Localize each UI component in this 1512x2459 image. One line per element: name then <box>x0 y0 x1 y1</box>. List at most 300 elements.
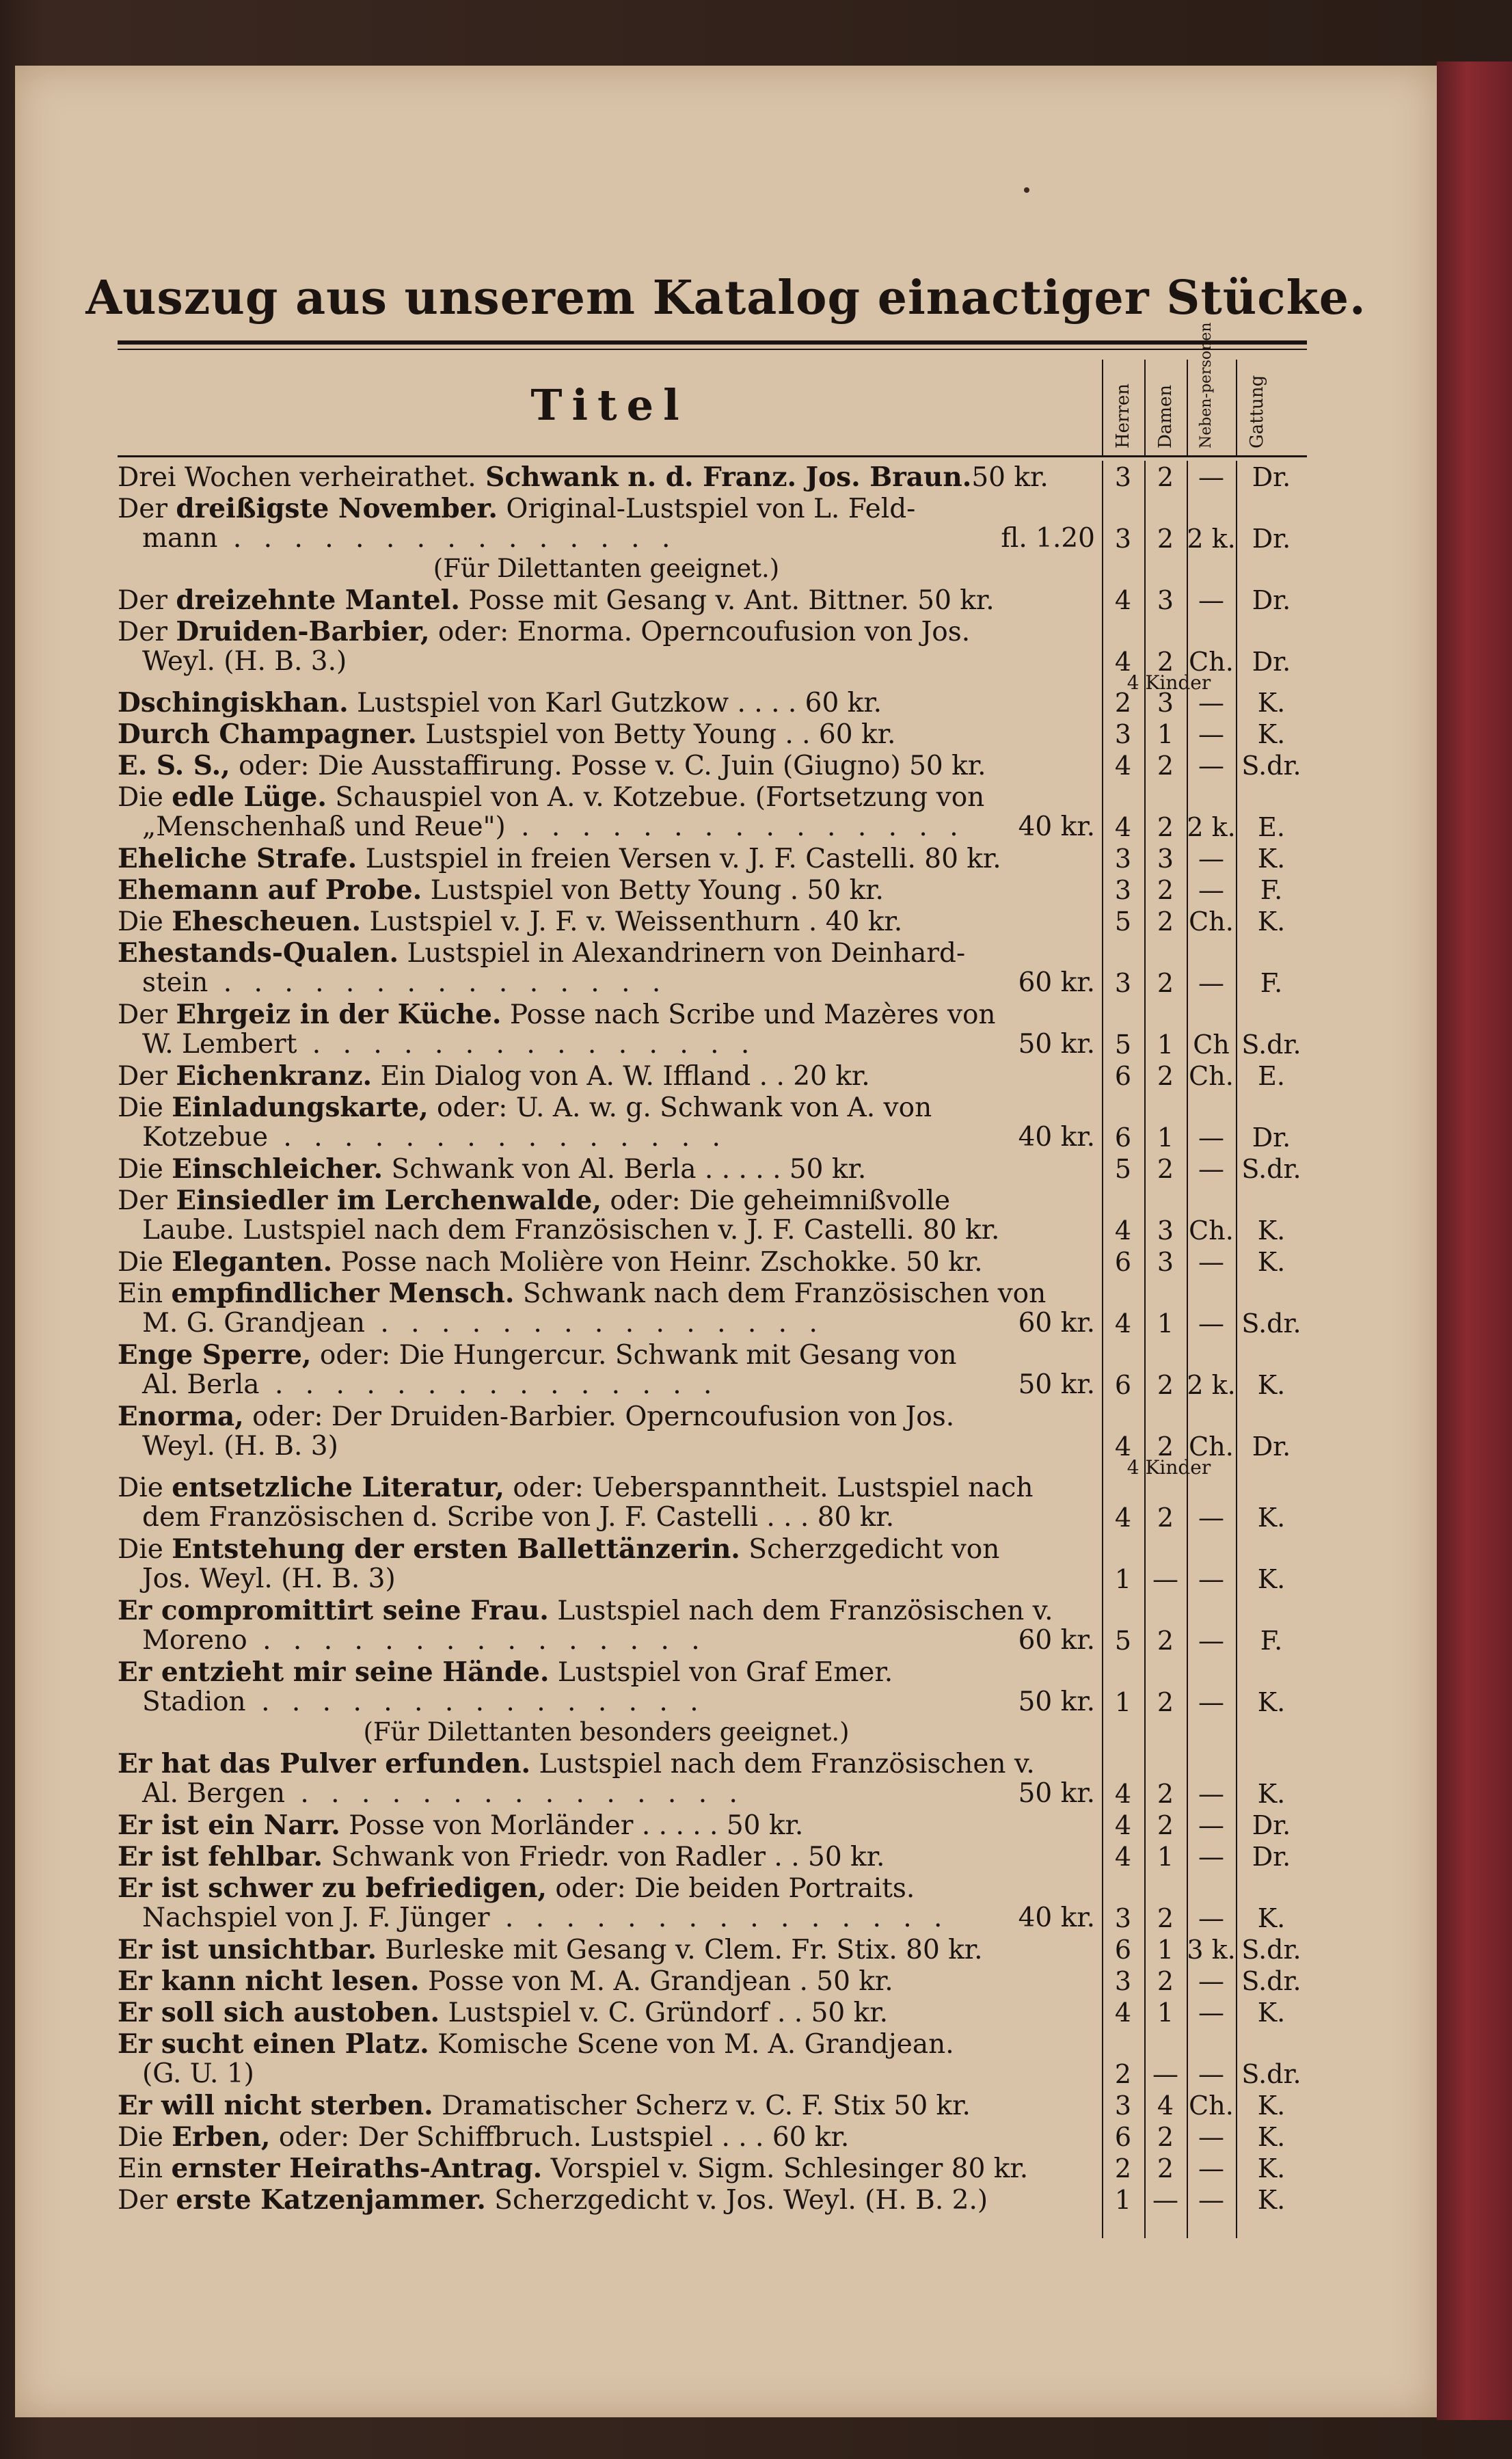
entry-title-line <box>118 2122 1095 2153</box>
entry-article: Die <box>118 1534 172 1565</box>
cell-damen: 3 <box>1157 1215 1174 1246</box>
leader-dots: . . . . . . . . . . . . . . . <box>297 1029 757 1060</box>
entry-title-line <box>118 688 1095 718</box>
entry-continuation-line <box>142 1903 1095 1933</box>
entry-article: Drei Wochen verheirathet. <box>118 462 476 493</box>
cell-nebenpersonen: — <box>1198 968 1224 998</box>
entry-description: Posse mit Gesang v. Ant. Bittner. 50 kr. <box>459 585 995 616</box>
entry-continuation-line <box>142 2059 1095 2089</box>
entry-title: Er ist unsichtbar. <box>118 1934 377 1965</box>
column-herren: Herren <box>1102 360 1146 455</box>
cell-damen: 2 <box>1157 751 1174 781</box>
cell-herren: 3 <box>1114 968 1132 998</box>
entry-article: Der <box>118 585 176 616</box>
cell-nebenpersonen: — <box>1198 1564 1224 1594</box>
entry-article: Ein <box>118 2153 172 2184</box>
entry-continuation-line <box>142 1030 1095 1060</box>
cell-damen: 2 <box>1157 968 1174 998</box>
entry-description: Lustspiel in Alexandrinern von Deinhard- <box>399 938 966 969</box>
entry-continuation-line <box>142 1779 1095 1809</box>
entry-title-line <box>118 462 1095 493</box>
cell-gattung: K. <box>1257 1779 1286 1809</box>
cell-damen: — <box>1152 2185 1178 2215</box>
entry-title-line <box>118 844 1095 874</box>
entry-description: Burleske mit Gesang v. Clem. Fr. Stix. 80 kr. <box>376 1935 983 1965</box>
cell-nebenpersonen: — <box>1198 688 1224 718</box>
cell-nebenpersonen: 2 k. <box>1187 524 1236 554</box>
cell-damen: 2 <box>1157 1626 1174 1656</box>
entry-title: dreizehnte Mantel. <box>176 584 460 616</box>
cell-gattung: K. <box>1257 1687 1286 1717</box>
entry-title-line <box>118 1154 1095 1185</box>
cell-herren: 5 <box>1114 906 1132 937</box>
entry-description: Dramatischer Scherz v. C. F. Stix 50 kr. <box>433 2091 971 2121</box>
entry-price: 40 kr. <box>1018 811 1095 842</box>
column-nebenpersonen: Neben-personen <box>1187 360 1237 455</box>
cell-damen: 2 <box>1157 647 1174 677</box>
cell-gattung: S.dr. <box>1241 1308 1301 1339</box>
cell-damen: 1 <box>1157 1935 1174 1965</box>
cell-gattung: Dr. <box>1252 1123 1291 1153</box>
cell-herren: 6 <box>1114 1935 1132 1965</box>
leader-dots: . . . . . . . . . . . . . . . <box>247 1625 707 1656</box>
cell-damen: 2 <box>1157 2122 1174 2152</box>
cell-damen: 2 <box>1157 1687 1174 1717</box>
entry-text: Weyl. (H. B. 3) <box>142 1431 338 1462</box>
entry-title: Er sucht einen Platz. <box>118 2028 429 2060</box>
entry-title: erste Katzenjammer. <box>176 2184 486 2216</box>
entry-title-line <box>118 1657 1095 1688</box>
cell-damen: 3 <box>1157 844 1174 874</box>
entry-title: Druiden-Barbier, <box>176 616 430 647</box>
cell-herren: 4 <box>1114 1503 1132 1533</box>
entry-title-line <box>118 875 1095 906</box>
entry-title: Er will nicht sterben. <box>118 2090 433 2121</box>
entry-text: Jos. Weyl. (H. B. 3) <box>142 1563 396 1594</box>
cell-nebenpersonen: — <box>1198 1154 1224 1184</box>
entry-title: dreißigste November. <box>176 493 498 524</box>
cell-herren: 4 <box>1114 1779 1132 1809</box>
entry-title: Er ist schwer zu befriedigen, <box>118 1872 547 1904</box>
entry-article: Die <box>118 1092 172 1123</box>
leader-dots: . . . . . . . . . . . . . . . <box>217 523 677 554</box>
entry-description: Lustspiel von Betty Young . . 60 kr. <box>416 719 896 750</box>
cell-herren: 5 <box>1114 1030 1132 1060</box>
cell-nebenpersonen: — <box>1198 1308 1224 1339</box>
cell-damen: 2 <box>1157 1061 1174 1091</box>
leader-dots: . . . . . . . . . . . . . . . <box>505 811 965 842</box>
cell-nebenpersonen: — <box>1198 2185 1224 2215</box>
entry-text: dem Französischen d. Scribe von J. F. Castelli . . . 80 kr. <box>142 1502 895 1533</box>
entry-description: Schwank von Al. Berla . . . . . 50 kr. <box>383 1154 867 1185</box>
cell-damen: 2 <box>1157 1903 1174 1933</box>
leader-dots: . . . . . . . . . . . . . . . <box>364 1308 824 1339</box>
entry-text: W. Lembert <box>142 1029 297 1060</box>
cell-herren: 3 <box>1114 462 1132 492</box>
entry-title-line <box>118 2185 1095 2216</box>
entry-description: oder: U. A. w. g. Schwank von A. von <box>428 1092 932 1123</box>
cell-nebenpersonen: — <box>1198 1123 1224 1153</box>
cell-herren: 5 <box>1114 1626 1132 1656</box>
entry-article: Der <box>118 999 176 1030</box>
entry-description: oder: Der Druiden-Barbier. Operncoufusion von Jos. <box>243 1401 955 1432</box>
entry-title-line <box>118 1185 1095 1216</box>
cell-kinder-note: 4 Kinder <box>1126 1456 1211 1479</box>
cell-gattung: Dr. <box>1252 585 1291 615</box>
entry-continuation-line <box>142 1308 1095 1339</box>
entry-title: Einladungskarte, <box>172 1092 429 1123</box>
cell-gattung: F. <box>1260 1626 1283 1656</box>
entry-description: Schwank nach dem Französischen von <box>514 1278 1047 1309</box>
rule-top-thin <box>118 349 1307 350</box>
cell-gattung: K. <box>1257 844 1286 874</box>
entry-price: 50 kr. <box>1018 1369 1095 1400</box>
entry-title-line <box>118 1810 1095 1841</box>
entry-title-line <box>118 1966 1095 1997</box>
entry-title: Er ist fehlbar. <box>118 1841 323 1872</box>
entry-description: Komische Scene von M. A. Grandjean. <box>429 2029 954 2060</box>
entry-title-line <box>118 1596 1095 1626</box>
cell-gattung: K. <box>1257 2091 1286 2121</box>
cell-gattung: S.dr. <box>1241 1030 1301 1060</box>
cell-gattung: E. <box>1258 812 1285 842</box>
cell-nebenpersonen: Ch. <box>1189 906 1234 937</box>
entry-title: Ehemann auf Probe. <box>118 874 422 906</box>
cell-nebenpersonen: — <box>1198 719 1224 749</box>
entry-title-line <box>118 1842 1095 1872</box>
entry-description: Vorspiel v. Sigm. Schlesinger 80 kr. <box>542 2153 1029 2184</box>
entry-description: oder: Die geheimnißvolle <box>601 1185 951 1216</box>
cell-herren: 3 <box>1114 1903 1132 1933</box>
entry-description: Lustspiel nach dem Französischen v. <box>530 1749 1035 1779</box>
entry-title-line <box>118 719 1095 750</box>
cell-damen: 2 <box>1157 1966 1174 1996</box>
entry-title-line <box>118 1998 1095 2028</box>
entry-article: Die <box>118 2122 172 2153</box>
cell-gattung: K. <box>1257 2153 1286 2183</box>
cell-herren: 6 <box>1114 1061 1132 1091</box>
entry-description: 50 kr. <box>971 462 1049 493</box>
cell-nebenpersonen: — <box>1198 2153 1224 2183</box>
entry-description: oder: Enorma. Operncoufusion von Jos. <box>429 617 971 647</box>
cell-gattung: K. <box>1257 1564 1286 1594</box>
entry-description: oder: Ueberspanntheit. Lustspiel nach <box>504 1473 1034 1503</box>
rule-header-bottom <box>118 455 1307 457</box>
cell-herren: 6 <box>1114 1123 1132 1153</box>
entry-title: Durch Champagner. <box>118 718 417 750</box>
entry-article: Der <box>118 1185 176 1216</box>
entry-price: 40 kr. <box>1018 1903 1095 1933</box>
cell-gattung: K. <box>1257 1503 1286 1533</box>
entry-continuation-line <box>142 968 1095 998</box>
cell-damen: 2 <box>1157 906 1174 937</box>
entry-title: Enge Sperre, <box>118 1339 312 1371</box>
cell-nebenpersonen: 3 k. <box>1187 1935 1236 1965</box>
entry-article: Die <box>118 1154 172 1185</box>
entry-title-line <box>118 1534 1095 1565</box>
cell-gattung: Dr. <box>1252 1842 1291 1872</box>
entry-description: Posse von M. A. Grandjean . 50 kr. <box>419 1966 893 1997</box>
cell-herren: 4 <box>1114 1998 1132 2028</box>
entry-title-line <box>118 1340 1095 1371</box>
entry-title-line <box>118 906 1095 937</box>
cell-kinder-note: 4 Kinder <box>1126 671 1211 694</box>
catalog-page <box>15 66 1437 2417</box>
cell-gattung: K. <box>1257 2185 1286 2215</box>
cell-gattung: Dr. <box>1252 462 1291 492</box>
page-speck <box>1024 187 1029 193</box>
cell-gattung: S.dr. <box>1241 1154 1301 1184</box>
entry-text: Stadion <box>142 1687 246 1717</box>
page-heading: Auszug aus unserem Katalog einactiger Stücke. <box>85 271 1366 325</box>
entry-title: edle Lüge. <box>172 781 327 813</box>
cell-nebenpersonen: — <box>1198 1966 1224 1996</box>
entry-title: Ehestands-Qualen. <box>118 937 399 969</box>
cell-gattung: S.dr. <box>1241 1935 1301 1965</box>
cell-damen: 3 <box>1157 688 1174 718</box>
entry-title: Er entzieht mir seine Hände. <box>118 1656 550 1688</box>
entry-title: Schwank n. d. Franz. Jos. Braun. <box>476 461 972 493</box>
entry-description: Lustspiel in freien Versen v. J. F. Castelli. 80 kr. <box>357 844 1001 874</box>
cell-gattung: E. <box>1258 1061 1285 1091</box>
entry-title-line <box>118 2029 1095 2060</box>
cell-nebenpersonen: — <box>1198 1626 1224 1656</box>
leader-dots: . . . . . . . . . . . . . . . <box>268 1122 727 1153</box>
entry-title: Entstehung der ersten Ballettänzerin. <box>172 1533 740 1565</box>
cell-herren: 3 <box>1114 2091 1132 2121</box>
entry-article: Die <box>118 1473 172 1503</box>
entry-title: Ehescheuen. <box>172 906 362 937</box>
entry-title: empfindlicher Mensch. <box>171 1278 515 1309</box>
cell-nebenpersonen: 2 k. <box>1187 812 1236 842</box>
cell-herren: 1 <box>1114 1687 1132 1717</box>
cell-damen: 1 <box>1157 1123 1174 1153</box>
entry-description: Posse nach Scribe und Mazères von <box>501 999 996 1030</box>
entry-article: Der <box>118 1061 176 1092</box>
cell-herren: 3 <box>1114 719 1132 749</box>
cell-gattung: K. <box>1257 1370 1286 1400</box>
entry-continuation-line <box>142 812 1095 842</box>
entry-title-line <box>118 494 1095 524</box>
entry-title-line <box>118 2153 1095 2184</box>
cell-herren: 1 <box>1114 2185 1132 2215</box>
cell-herren: 4 <box>1114 1432 1132 1462</box>
cell-nebenpersonen: — <box>1198 1810 1224 1840</box>
column-title: Titel <box>530 380 689 430</box>
column-gattung: Gattung <box>1236 360 1308 455</box>
cell-damen: 1 <box>1157 1308 1174 1339</box>
entry-title: Eheliche Strafe. <box>118 843 357 874</box>
entry-article: Die <box>118 906 172 937</box>
entry-description: Lustspiel von Karl Gutzkow . . . . 60 kr. <box>348 688 882 718</box>
cell-nebenpersonen: — <box>1198 844 1224 874</box>
column-damen: Damen <box>1144 360 1188 455</box>
cell-herren: 4 <box>1114 812 1132 842</box>
cell-nebenpersonen: — <box>1198 1687 1224 1717</box>
cell-gattung: K. <box>1257 1903 1286 1933</box>
cell-herren: 6 <box>1114 2122 1132 2152</box>
entry-title: entsetzliche Literatur, <box>172 1472 504 1503</box>
cell-nebenpersonen: — <box>1198 1779 1224 1809</box>
entry-description: Schauspiel von A. v. Kotzebue. (Fortsetzung von <box>326 782 985 813</box>
cell-herren: 2 <box>1114 688 1132 718</box>
cell-gattung: S.dr. <box>1241 751 1301 781</box>
entry-price: 60 kr. <box>1018 1625 1095 1656</box>
cell-herren: 4 <box>1114 647 1132 677</box>
cell-gattung: F. <box>1260 968 1283 998</box>
cell-nebenpersonen: — <box>1198 1998 1224 2028</box>
entry-price: 50 kr. <box>1018 1687 1095 1717</box>
cell-damen: 2 <box>1157 812 1174 842</box>
cell-gattung: Dr. <box>1252 524 1291 554</box>
entry-article: Der <box>118 617 176 647</box>
entry-title-line <box>118 1935 1095 1965</box>
entry-description: oder: Die Ausstaffirung. Posse v. C. Juin (Giugno) 50 kr. <box>230 751 986 781</box>
entry-description: Scherzgedicht v. Jos. Weyl. (H. B. 2.) <box>485 2185 988 2216</box>
cell-damen: 1 <box>1157 1998 1174 2028</box>
entry-description: Lustspiel von Graf Emer. <box>549 1657 893 1688</box>
cell-gattung: K. <box>1257 2122 1286 2152</box>
entry-note: (Für Dilettanten besonders geeignet.) <box>363 1717 850 1747</box>
cell-damen: — <box>1152 1564 1178 1594</box>
leader-dots: . . . . . . . . . . . . . . . <box>489 1903 949 1933</box>
cell-herren: 4 <box>1114 751 1132 781</box>
cell-nebenpersonen: — <box>1198 1903 1224 1933</box>
entry-title: Einsiedler im Lerchenwalde, <box>176 1185 602 1216</box>
entry-continuation-line <box>142 647 1095 677</box>
cell-gattung: Dr. <box>1252 1432 1291 1462</box>
cell-damen: 2 <box>1157 1810 1174 1840</box>
cell-gattung: K. <box>1257 1998 1286 2028</box>
cell-gattung: K. <box>1257 1247 1286 1277</box>
entry-title-line <box>118 1873 1095 1904</box>
leader-dots: . . . . . . . . . . . . . . . <box>259 1369 719 1400</box>
entry-description: oder: Die beiden Portraits. <box>547 1873 915 1904</box>
cell-nebenpersonen: Ch. <box>1189 2091 1234 2121</box>
entry-text: Al. Berla <box>142 1369 260 1400</box>
leader-dots: . . . . . . . . . . . . . . . <box>208 967 668 998</box>
entry-title-line <box>118 585 1095 616</box>
cell-herren: 3 <box>1114 524 1132 554</box>
entry-title: Eichenkranz. <box>176 1060 373 1092</box>
cell-herren: 3 <box>1114 844 1132 874</box>
entry-article: Die <box>118 782 172 813</box>
cell-gattung: K. <box>1257 719 1286 749</box>
entry-text: Al. Bergen <box>142 1778 285 1809</box>
entry-price: 50 kr. <box>1018 1778 1095 1809</box>
cell-nebenpersonen: — <box>1198 2059 1224 2089</box>
entry-text: (G. U. 1) <box>142 2058 254 2089</box>
cell-damen: — <box>1152 2059 1178 2089</box>
cell-nebenpersonen: — <box>1198 1503 1224 1533</box>
entry-continuation-line <box>142 1503 1095 1533</box>
entry-text: mann <box>142 523 218 554</box>
entry-title: Er ist ein Narr. <box>118 1810 340 1841</box>
leader-dots: . . . . . . . . . . . . . . . <box>245 1687 705 1717</box>
cell-gattung: S.dr. <box>1241 1966 1301 1996</box>
entry-description: Ein Dialog von A. W. Iffland . . 20 kr. <box>372 1061 870 1092</box>
entry-title: Einschleicher. <box>172 1153 383 1185</box>
cell-gattung: F. <box>1260 875 1283 905</box>
entry-title-line <box>118 1061 1095 1092</box>
entry-price: 50 kr. <box>1018 1029 1095 1060</box>
entry-description: Original-Lustspiel von L. Feld- <box>497 494 916 524</box>
entry-title: Erben, <box>172 2121 271 2153</box>
entry-text: Weyl. (H. B. 3.) <box>142 646 347 677</box>
entry-description: Scherzgedicht von <box>740 1534 1000 1565</box>
cell-nebenpersonen: — <box>1198 585 1224 615</box>
entry-text: Nachspiel von J. F. Jünger <box>142 1903 490 1933</box>
entry-title-line <box>118 1278 1095 1309</box>
cell-damen: 1 <box>1157 1842 1174 1872</box>
cell-damen: 2 <box>1157 1432 1174 1462</box>
entry-price: fl. 1.20 <box>1001 523 1095 554</box>
table-header <box>118 322 1307 455</box>
cell-herren: 5 <box>1114 1154 1132 1184</box>
entry-title: ernster Heiraths-Antrag. <box>171 2153 543 2184</box>
cell-nebenpersonen: — <box>1198 462 1224 492</box>
cell-nebenpersonen: — <box>1198 2122 1224 2152</box>
entry-article: Die <box>118 1247 172 1278</box>
entry-continuation-line <box>142 1687 1095 1717</box>
entry-note: (Für Dilettanten geeignet.) <box>433 554 780 583</box>
entry-title: Er compromittirt seine Frau. <box>118 1595 549 1626</box>
entry-continuation-line <box>142 1215 1095 1246</box>
entry-title-line <box>118 999 1095 1030</box>
entry-price: 60 kr. <box>1018 967 1095 998</box>
entry-title: Er hat das Pulver erfunden. <box>118 1748 531 1779</box>
cell-herren: 3 <box>1114 875 1132 905</box>
entry-title-line <box>118 1092 1095 1123</box>
entry-title-line <box>118 617 1095 647</box>
entry-description: Posse von Morländer . . . . . 50 kr. <box>340 1810 804 1841</box>
cell-herren: 4 <box>1114 1215 1132 1246</box>
cell-damen: 4 <box>1157 2091 1174 2121</box>
entry-title: Eleganten. <box>172 1246 333 1278</box>
entry-title-line <box>118 1401 1095 1432</box>
cell-herren: 4 <box>1114 1842 1132 1872</box>
entry-description: Posse nach Molière von Heinr. Zschokke. 50 kr. <box>332 1247 983 1278</box>
cell-gattung: Dr. <box>1252 1810 1291 1840</box>
cell-damen: 2 <box>1157 1370 1174 1400</box>
entry-text: Kotzebue <box>142 1122 269 1153</box>
entry-title-line <box>118 751 1095 781</box>
entry-price: 40 kr. <box>1018 1122 1095 1153</box>
cell-damen: 3 <box>1157 1247 1174 1277</box>
cell-herren: 3 <box>1114 1966 1132 1996</box>
cell-gattung: K. <box>1257 906 1286 937</box>
entry-text: M. G. Grandjean <box>142 1308 365 1339</box>
cell-herren: 4 <box>1114 585 1132 615</box>
cell-herren: 2 <box>1114 2153 1132 2183</box>
entry-description: Lustspiel von Betty Young . 50 kr. <box>422 875 884 906</box>
cell-nebenpersonen: Ch. <box>1189 1215 1234 1246</box>
entry-title-line <box>118 1473 1095 1503</box>
entry-continuation-line <box>142 1370 1095 1400</box>
cell-damen: 2 <box>1157 1779 1174 1809</box>
cell-herren: 6 <box>1114 1247 1132 1277</box>
entry-continuation-line <box>142 1626 1095 1656</box>
entry-article: Ein <box>118 1278 172 1309</box>
cell-nebenpersonen: Ch. <box>1189 647 1234 677</box>
entry-text: Moreno <box>142 1625 247 1656</box>
entry-continuation-line <box>142 1123 1095 1153</box>
entry-continuation-line <box>142 524 1095 554</box>
entry-title: Enorma, <box>118 1401 244 1432</box>
entry-title-line <box>118 1749 1095 1779</box>
cell-herren: 1 <box>1114 1564 1132 1594</box>
entry-description: Lustspiel nach dem Französischen v. <box>548 1596 1053 1626</box>
